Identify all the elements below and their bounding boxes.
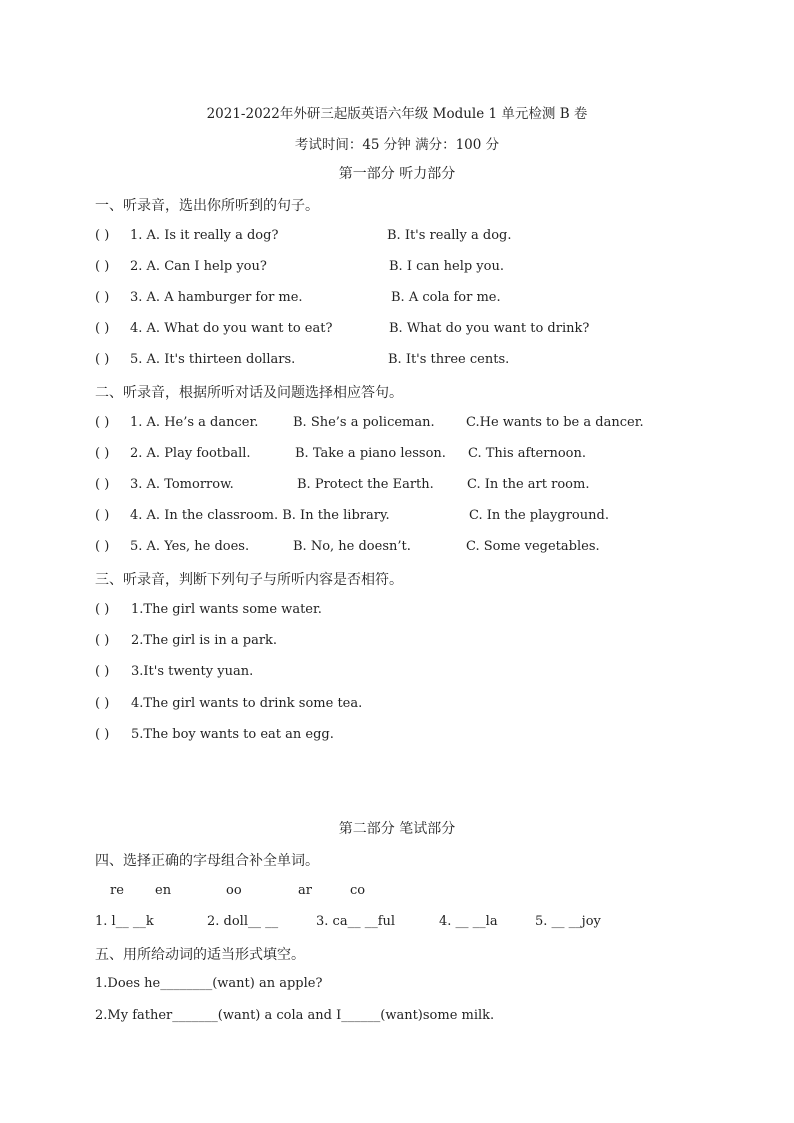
answer-paren[interactable]: ( ) <box>95 633 110 648</box>
letter-option: co <box>350 883 366 898</box>
letter-option: oo <box>226 883 242 898</box>
option-b: B. Protect the Earth. <box>297 477 434 492</box>
list-item <box>95 352 735 372</box>
list-item <box>95 727 735 747</box>
answer-paren[interactable]: ( ) <box>95 508 110 523</box>
list-item <box>95 477 735 497</box>
answer-paren[interactable]: ( ) <box>95 602 110 617</box>
statement-text: 1.The girl wants some water. <box>131 602 322 617</box>
letter-options-row <box>95 883 735 903</box>
option-b: B. What do you want to drink? <box>389 321 590 336</box>
letter-option: re <box>110 883 124 898</box>
answer-paren[interactable]: ( ) <box>95 696 110 711</box>
section5-heading: 五、用所给动词的适当形式填空。 <box>95 947 305 963</box>
option-a: 5. A. Yes, he does. <box>130 539 250 554</box>
option-c: C. In the playground. <box>469 508 609 523</box>
list-item <box>95 508 735 528</box>
section2-heading: 二、听录音，根据所听对话及问题选择相应答句。 <box>95 385 403 401</box>
option-b: B. Take a piano lesson. <box>295 446 446 461</box>
word-blank[interactable]: 1. l__ __k <box>95 914 154 929</box>
option-b: B. No, he doesn’t. <box>293 539 411 554</box>
exam-info: 考试时间：45 分钟 满分：100 分 <box>294 137 500 153</box>
part1-title: 第一部分 听力部分 <box>338 166 456 182</box>
answer-paren[interactable]: ( ) <box>95 290 110 305</box>
word-blank[interactable]: 2. doll__ __ <box>207 914 279 929</box>
letter-option: en <box>155 883 172 898</box>
option-b: B. A cola for me. <box>391 290 501 305</box>
list-item <box>95 290 735 310</box>
option-b: B. It's three cents. <box>388 352 510 367</box>
option-a: 3. A. Tomorrow. <box>130 477 234 492</box>
list-item <box>95 633 735 653</box>
list-item <box>95 696 735 716</box>
list-item <box>95 664 735 684</box>
option-a: 5. A. It's thirteen dollars. <box>130 352 296 367</box>
list-item <box>95 259 735 279</box>
letter-option: ar <box>298 883 312 898</box>
list-item <box>95 415 735 435</box>
statement-text: 4.The girl wants to drink some tea. <box>131 696 363 711</box>
option-b: B. It's really a dog. <box>387 228 512 243</box>
section3-heading: 三、听录音，判断下列句子与所听内容是否相符。 <box>95 572 403 588</box>
option-a: 3. A. A hamburger for me. <box>130 290 303 305</box>
list-item <box>95 602 735 622</box>
option-a: 1. A. Is it really a dog? <box>130 228 279 243</box>
option-a: 4. A. What do you want to eat? <box>130 321 333 336</box>
word-blanks-row <box>95 914 735 934</box>
list-item <box>95 321 735 341</box>
word-blank[interactable]: 3. ca__ __ful <box>316 914 396 929</box>
option-b: B. I can help you. <box>389 259 504 274</box>
part2-title: 第二部分 笔试部分 <box>338 821 456 837</box>
fill-in-sentence[interactable]: 1.Does he________(want) an apple? <box>95 976 323 991</box>
section4-heading: 四、选择正确的字母组合补全单词。 <box>95 853 319 869</box>
answer-paren[interactable]: ( ) <box>95 446 110 461</box>
answer-paren[interactable]: ( ) <box>95 415 110 430</box>
option-a: 2. A. Can I help you? <box>130 259 267 274</box>
answer-paren[interactable]: ( ) <box>95 477 110 492</box>
answer-paren[interactable]: ( ) <box>95 228 110 243</box>
statement-text: 2.The girl is in a park. <box>131 633 278 648</box>
option-b: B. She’s a policeman. <box>293 415 435 430</box>
option-c: C. Some vegetables. <box>466 539 600 554</box>
answer-paren[interactable]: ( ) <box>95 727 110 742</box>
fill-in-sentence[interactable]: 2.My father_______(want) a cola and I______(want)some milk. <box>95 1008 495 1023</box>
option-c: C. In the art room. <box>467 477 590 492</box>
answer-paren[interactable]: ( ) <box>95 321 110 336</box>
list-item <box>95 228 735 248</box>
list-item <box>95 446 735 466</box>
answer-paren[interactable]: ( ) <box>95 664 110 679</box>
statement-text: 5.The boy wants to eat an egg. <box>131 727 334 742</box>
option-c: C.He wants to be a dancer. <box>466 415 644 430</box>
answer-paren[interactable]: ( ) <box>95 259 110 274</box>
option-a: 1. A. He’s a dancer. <box>130 415 259 430</box>
option-a: 4. A. In the classroom. B. In the library. <box>130 508 390 523</box>
exam-title: 2021-2022年外研三起版英语六年级 Module 1 单元检测 B 卷 <box>206 106 588 122</box>
option-a: 2. A. Play football. <box>130 446 251 461</box>
list-item <box>95 539 735 559</box>
word-blank[interactable]: 4. __ __la <box>439 914 498 929</box>
section1-heading: 一、听录音，选出你所听到的句子。 <box>95 198 319 214</box>
option-c: C. This afternoon. <box>468 446 586 461</box>
word-blank[interactable]: 5. __ __joy <box>535 914 601 929</box>
answer-paren[interactable]: ( ) <box>95 539 110 554</box>
statement-text: 3.It's twenty yuan. <box>131 664 254 679</box>
answer-paren[interactable]: ( ) <box>95 352 110 367</box>
